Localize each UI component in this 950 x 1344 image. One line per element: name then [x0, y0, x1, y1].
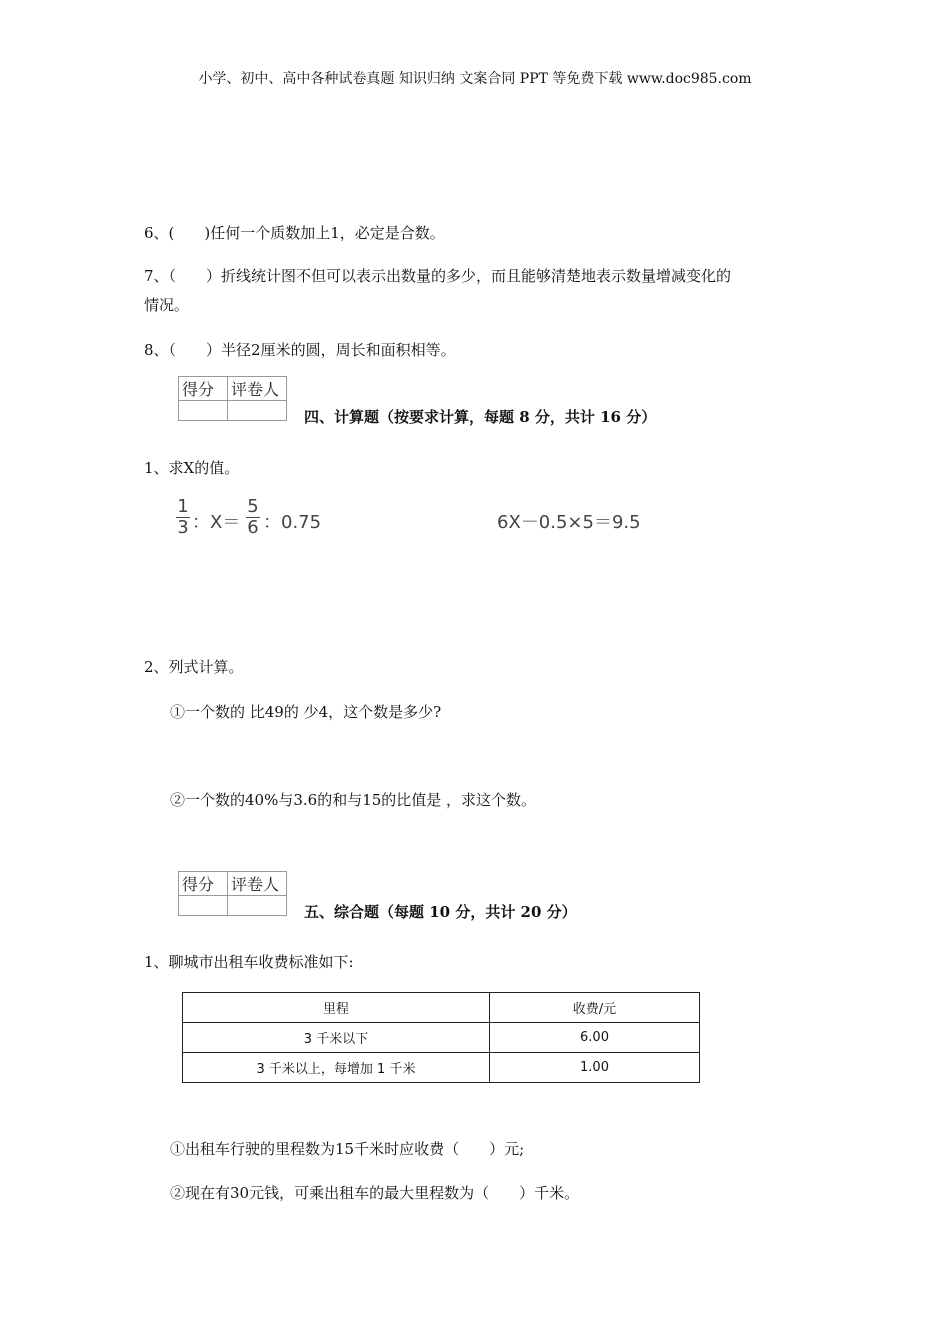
question-6: 6、( )任何一个质数加上1，必定是合数。: [144, 224, 445, 242]
table-cell: 3 千米以上，每增加 1 千米: [183, 1053, 490, 1083]
score-box-section4: [178, 376, 287, 421]
section5-question-1b: ②现在有30元钱，可乘出租车的最大里程数为（ ）千米。: [170, 1184, 580, 1202]
section5-question-1a: ①出租车行驶的里程数为15千米时应收费（ ）元;: [170, 1140, 525, 1158]
table-row: [183, 1053, 700, 1083]
column-header-distance: 里程: [183, 993, 490, 1023]
section4-title: 四、计算题（按要求计算，每题 8 分，共计 16 分）: [304, 408, 657, 426]
section4-question-2: 2、列式计算。: [144, 658, 244, 676]
section5-title: 五、综合题（每题 10 分，共计 20 分）: [304, 903, 577, 921]
table-header-row: [183, 993, 700, 1023]
table-cell: 6.00: [490, 1023, 700, 1053]
question-7-line1: 7、（ ）折线统计图不但可以表示出数量的多少，而且能够清楚地表示数量增减变化的: [144, 267, 732, 285]
score-cell: [179, 896, 228, 916]
question-8: 8、（ ）半径2厘米的圆，周长和面积相等。: [144, 341, 456, 359]
grader-label: 评卷人: [228, 872, 287, 896]
grader-cell: [228, 401, 287, 421]
section5-question-1: 1、聊城市出租车收费标准如下:: [144, 953, 354, 971]
equation-1: 1 3 ：X＝ 5 6 ：0.75: [177, 496, 322, 538]
score-box-section5: [178, 871, 287, 916]
grader-cell: [228, 896, 287, 916]
fraction-5-6: 5 6: [247, 496, 259, 538]
question-7-line2: 情况。: [144, 296, 190, 314]
section4-question-1: 1、求X的值。: [144, 459, 240, 477]
table-cell: 1.00: [490, 1053, 700, 1083]
column-header-fee: 收费/元: [490, 993, 700, 1023]
section4-question-2b: ②一个数的40%与3.6的和与15的比值是 ，求这个数。: [170, 791, 537, 809]
taxi-fee-table: [182, 992, 700, 1083]
section4-question-2a: ①一个数的 比49的 少4，这个数是多少?: [170, 703, 442, 721]
grader-label: 评卷人: [228, 377, 287, 401]
table-cell: 3 千米以下: [183, 1023, 490, 1053]
score-label: 得分: [179, 377, 228, 401]
score-cell: [179, 401, 228, 421]
page-header: 小学、初中、高中各种试卷真题 知识归纳 文案合同 PPT 等免费下载 www.doc985.com: [198, 71, 752, 87]
table-row: [183, 1023, 700, 1053]
equation-2: 6X－0.5×5＝9.5: [497, 512, 641, 533]
fraction-1-3: 1 3: [177, 496, 189, 538]
score-label: 得分: [179, 872, 228, 896]
